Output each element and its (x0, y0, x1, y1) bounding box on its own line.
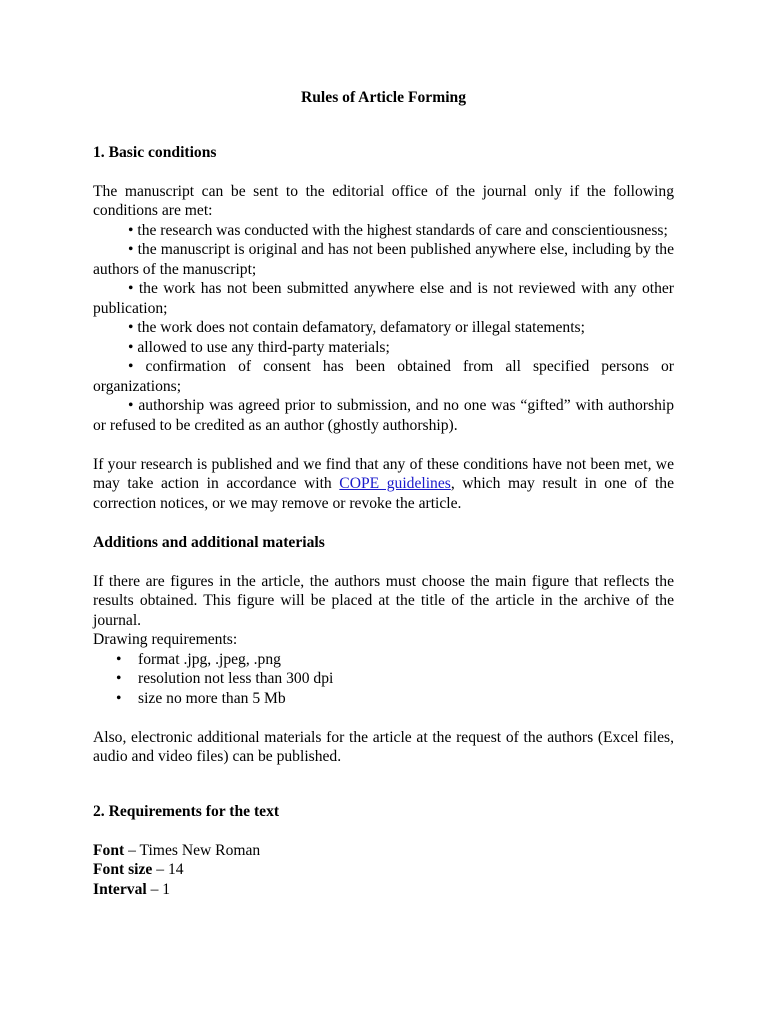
bullet-icon: • (116, 670, 122, 687)
list-item (93, 650, 674, 670)
spec-font-size (93, 860, 674, 880)
spec-label: Font (93, 841, 125, 859)
condition-item: • authorship was agreed prior to submission, and no one was “gifted” with authorship or refused to be credited as an author (ghostly authorship). (93, 397, 674, 434)
requirement-text: format .jpg, .jpeg, .png (138, 650, 281, 668)
electronic-materials-paragraph: Also, electronic additional materials for the article at the request of the authors (Excel files, audio and video files) can be published. (93, 728, 674, 765)
spec-value: – 1 (146, 880, 171, 898)
condition-item: • confirmation of consent has been obtained from all specified persons or organizations; (93, 358, 674, 395)
basic-conditions-intro: The manuscript can be sent to the editorial office of the journal only if the following conditions are met: (93, 182, 674, 219)
condition-item: • the work does not contain defamatory, defamatory or illegal statements; (128, 319, 585, 336)
drawing-requirements-label: Drawing requirements: (93, 631, 238, 648)
spacer (93, 708, 674, 728)
spacer (93, 552, 674, 572)
spacer (93, 162, 674, 182)
conditions-list (93, 221, 674, 436)
spacer (93, 821, 674, 841)
requirement-text: size no more than 5 Mb (138, 689, 286, 707)
list-item (93, 669, 674, 689)
section-heading-basic-conditions: 1. Basic conditions (93, 143, 217, 161)
list-item (93, 689, 674, 709)
spec-value: – Times New Roman (124, 841, 261, 859)
spec-value: – 14 (152, 861, 184, 878)
spacer (93, 767, 674, 802)
document-title: Rules of Article Forming (301, 89, 466, 106)
spacer (93, 108, 674, 143)
bullet-icon: • (116, 689, 122, 707)
action-paragraph (93, 455, 674, 514)
spec-label: Interval (93, 880, 147, 898)
section-heading-additions: Additions and additional materials (93, 533, 325, 551)
action-text-after: , which may result in one of the correction notices, or we may remove or revoke the article. (93, 475, 674, 512)
document-content (93, 88, 674, 899)
spec-label: Font size (93, 861, 153, 878)
spec-interval (93, 880, 674, 900)
condition-item: • the work has not been submitted anywhere else and is not reviewed with any other publication; (93, 280, 674, 317)
spacer (93, 435, 674, 455)
figures-paragraph: If there are figures in the article, the authors must choose the main figure that reflects the results obtained. This figure will be placed at the title of the article in the archive of the journal. (93, 572, 674, 629)
spacer (93, 513, 674, 533)
bullet-icon: • (116, 650, 122, 668)
spec-font (93, 841, 674, 861)
drawing-requirements-list (93, 650, 674, 709)
section-heading-text-requirements: 2. Requirements for the text (93, 802, 280, 820)
condition-item: • the manuscript is original and has not been published anywhere else, including by the authors of the manuscript; (93, 241, 674, 278)
requirement-text: resolution not less than 300 dpi (138, 670, 334, 687)
cope-guidelines-link[interactable]: COPE guidelines (339, 475, 451, 492)
action-text-before: If your research is published and we find that any of these conditions have not been met, we may take action in accordance with (93, 455, 674, 492)
condition-item: • allowed to use any third-party materials; (128, 338, 390, 356)
condition-item: • the research was conducted with the highest standards of care and conscientiousness; (128, 221, 668, 239)
